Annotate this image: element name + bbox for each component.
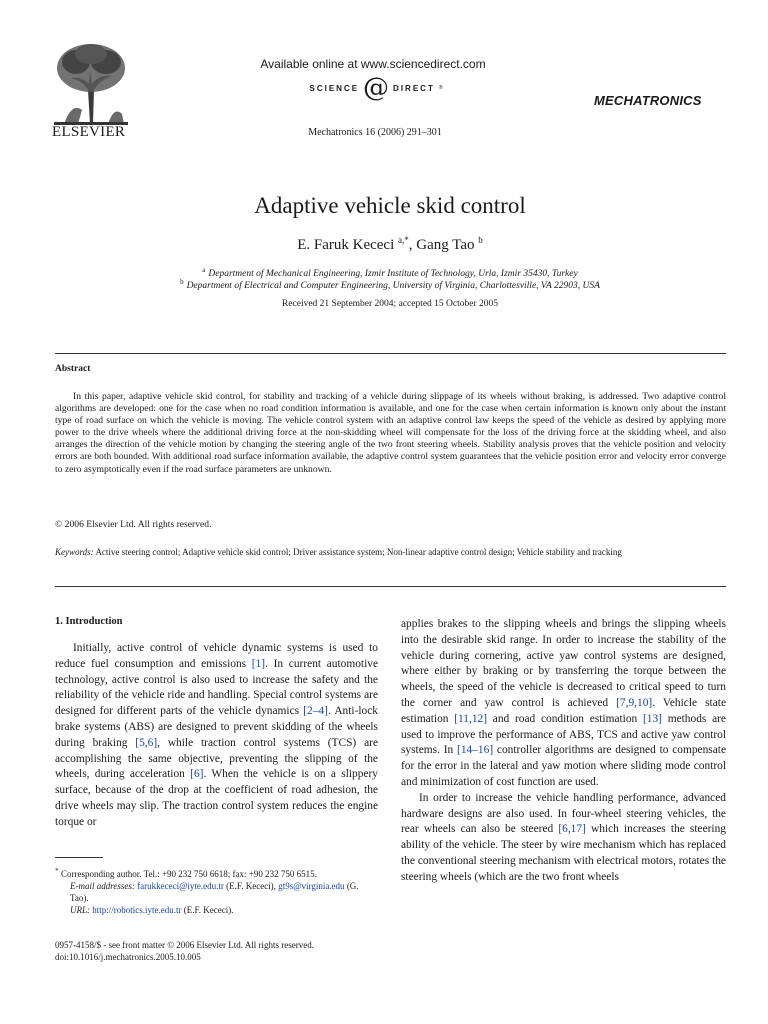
copyright-notice: © 2006 Elsevier Ltd. All rights reserved. [55,519,212,530]
article-meta [55,939,314,963]
paragraph [401,791,726,886]
body-column-left [55,641,378,831]
paragraph [55,641,378,831]
author-separator: , [408,237,417,253]
footnote-text: (G. Tao). [70,881,359,903]
doi-line: doi:10.1016/j.mechatronics.2005.10.005 [55,952,201,962]
paragraph-text: . In current automotive technology, active control is also used to increase the safety and the reliability of the vehicle ride and handling. Special control systems are designed for different parts of the vehicle dynamics [55,657,378,718]
paragraph-text: . Anti-lock brake systems (ABS) are designed to prevent skidding of the wheels during braking [55,705,378,749]
footnote-text: (E.F. Kececi). [181,905,234,915]
paragraph-text: and road condition estimation [487,712,643,725]
registered-mark-icon: ® [438,85,443,91]
paragraph-text: which increases the steering ability of the vehicle. The steer by wire mechanism which has replaced the conventional steering mechanism with electrical motors, rotates the steering wheels (which are the two front wheels [401,823,726,883]
sd-at-icon: @ [363,73,390,103]
journal-name: MECHATRONICS [594,93,702,108]
email-note [55,880,378,904]
email-link[interactable]: farukkececi@iyte.edu.tr [137,881,224,891]
author-name: Gang Tao [416,237,475,253]
author-affiliation-marker: b [478,235,483,245]
received-dates: Received 21 September 2004; accepted 15 October 2005 [281,299,499,309]
section-heading: 1. Introduction [55,616,123,627]
paragraph-text: . When the vehicle is on a slippery surface, because of the drop at the coefficient of road adhesion, the drive wheels may slip. The traction control system reduces the engine torque or [55,768,378,828]
footnote-divider [55,857,103,858]
author-list [0,235,768,254]
url-note [55,904,378,916]
paragraph-text: . Vehicle state estimation [401,696,726,725]
publisher-name: ELSEVIER [52,124,126,140]
paragraph-text: controller algorithms are designed to compensate for the error in the lateral and yaw motion where sliding mode control and minimization of cost function are used. [401,744,727,788]
affiliation-b [0,278,768,291]
sd-logo-right: DIRECT [393,83,435,93]
citation-link[interactable]: [7,9,10] [616,696,653,709]
keywords-text: Active steering control; Adaptive vehicle skid control; Driver assistance system; Non-linear adaptive control design; Vehicle stability and tracking [95,547,622,557]
divider [55,586,726,587]
affiliation-text: Department of Mechanical Engineering, Izmir Institute of Technology, Urla, Izmir 35430, Turkey [208,269,578,280]
author-affiliation-marker: a,* [398,235,409,245]
keywords [55,546,726,558]
url-link[interactable]: http://robotics.iyte.edu.tr [92,905,182,915]
footnote-marker: * [55,866,59,875]
affiliation-text: Department of Electrical and Computer Engineering, University of Virginia, Charlottesville, VA 22903, USA [186,281,600,292]
citation-link[interactable]: [6] [190,768,204,781]
corresponding-author-note [55,865,378,880]
issn-line: 0957-4158/$ - see front matter © 2006 Elsevier Ltd. All rights reserved. [55,940,315,950]
url-label: URL: [70,905,90,915]
elsevier-tree-logo [52,40,130,126]
citation-link[interactable]: [11,12] [454,712,488,725]
abstract-text: In this paper, adaptive vehicle skid control, for stability and tracking of a vehicle during slippage of its wheels without braking, is addressed. Two adaptive control algorithms are developed: one for the case when no road condition information is available, and one for the case when certain information is known only about the instant type of road surface on which the vehicle is moving. The vehicle control system with an adaptive control law keeps the speed of the vehicle as desired by applying more power to the drive wheels where the additional driving force at the non-skidding wheel will compensate for the loss of the driving force at the skidding wheel, and also arranges the direction of the vehicle motion by changing the steering angle of the two front steering wheels. Stability analysis proves that the vehicle position and velocity errors are both bounded. With additional road surface information available, the adaptive control system guarantees that the vehicle position error and velocity error converge to zero asymptotically even if the road surface parameters are unknown. [55,391,726,475]
article-title: Adaptive vehicle skid control [254,193,526,218]
citation-link[interactable]: [5,6] [135,736,158,749]
keywords-label: Keywords: [55,547,94,557]
footnotes [55,865,378,916]
body-column-right [401,617,726,886]
abstract-heading: Abstract [55,364,91,374]
journal-citation: Mechatronics 16 (2006) 291–301 [308,127,442,138]
email-link[interactable]: gt9s@virginia.edu [278,881,345,891]
citation-link[interactable]: [14–16] [457,744,494,757]
email-label: E-mail addresses: [70,881,135,891]
citation-link[interactable]: [13] [642,712,662,725]
paragraph-text: In order to increase the vehicle handling performance, advanced hardware designs are also used. In four-wheel steering vehicles, the rear wheels can also be steered [401,791,726,836]
affiliation-marker: a [202,266,206,274]
affiliation-marker: b [180,278,184,286]
citation-link[interactable]: [2–4] [303,705,328,718]
footnote-text: Corresponding author. Tel.: +90 232 750 6618; fax: +90 232 750 6515. [58,869,317,879]
citation-link[interactable]: [6,17] [558,823,586,836]
sciencedirect-availability: Available online at www.sciencedirect.com [260,57,486,71]
citation-link[interactable]: [1] [251,657,266,670]
paragraph-text: applies brakes to the slipping wheels and brings the slipping wheels into the desirable skid range. In order to increase the stability of the vehicle during cornering, active yaw control systems are designed, where either by braking or by transferring the torque between the wheels, the speed of the vehicle is decreased to critical speed to turn the corner and yaw control is achieved [401,618,726,709]
divider [55,353,726,354]
sd-logo-left: SCIENCE [309,83,360,93]
paragraph [401,617,726,791]
paragraph-text: methods are used to improve the performance of ABS, TCS and active yaw control systems. In [401,712,726,757]
author-name: E. Faruk Kececi [297,237,395,253]
paragraph-text: , while traction control systems (TCS) are accomplishing the same objective, preventing the slipping of the wheels, during acceleration [55,736,378,781]
footnote-text: (E.F. Kececi), [223,881,279,891]
paragraph-text: Initially, active control of vehicle dynamic systems is used to reduce fuel consumption and emissions [55,642,378,670]
sciencedirect-logo [296,73,456,103]
